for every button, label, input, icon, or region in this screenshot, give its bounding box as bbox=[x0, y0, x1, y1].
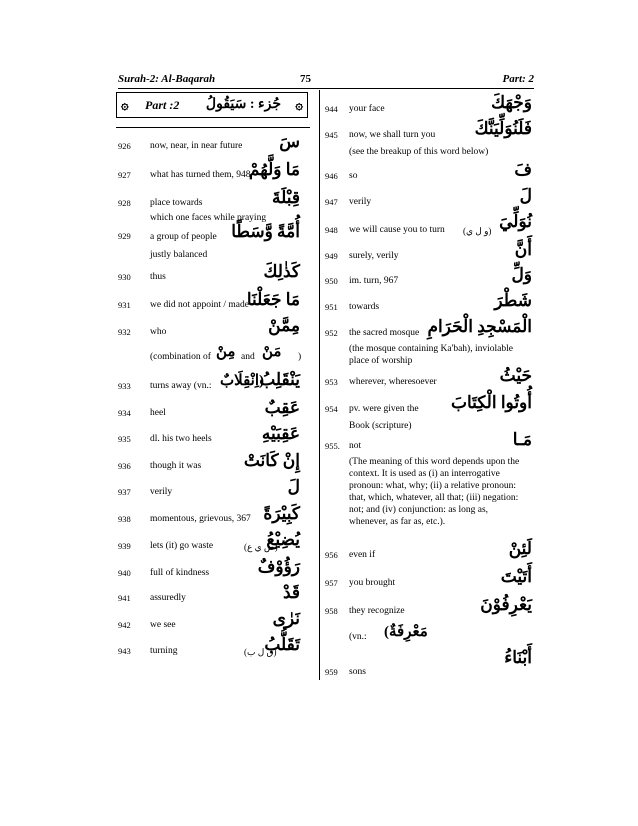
entry-number: 945 bbox=[325, 130, 338, 140]
entry-number: 927 bbox=[118, 170, 131, 180]
entry-arabic: شَطْرَ bbox=[494, 291, 532, 310]
column-divider bbox=[319, 90, 320, 680]
part-label: Part: 2 bbox=[502, 73, 534, 85]
entry-number: 952 bbox=[325, 328, 338, 338]
entry-arabic: حَيْثُ bbox=[499, 366, 532, 385]
entry-number: 947 bbox=[325, 197, 338, 207]
entry-meaning: surely, verily bbox=[349, 251, 399, 261]
entry-number: 950 bbox=[325, 276, 338, 286]
entry-arabic: يُضِيْعُ bbox=[266, 530, 300, 549]
entry-meaning-continued: justly balanced bbox=[150, 250, 208, 260]
entry-number: 941 bbox=[118, 593, 131, 603]
verbal-noun-note: (vn.: bbox=[349, 632, 367, 642]
entry-arabic: يَنْقَلِبُ bbox=[259, 370, 300, 389]
entry-meaning: im. turn, 967 bbox=[349, 276, 399, 286]
entry-number: 949 bbox=[325, 251, 338, 261]
entry-number: 957 bbox=[325, 578, 338, 588]
entry-number: 954 bbox=[325, 404, 338, 414]
entry-arabic: أُمَّةً وَّسَطًا bbox=[231, 222, 300, 241]
entry-meaning: towards bbox=[349, 302, 380, 312]
entry-arabic: مَـا bbox=[512, 430, 532, 449]
entry-arabic: قِبْلَةَ bbox=[272, 188, 300, 207]
entry-meaning: the sacred mosque bbox=[349, 328, 420, 338]
entry-meaning: full of kindness bbox=[150, 568, 210, 578]
entry-meaning: they recognize bbox=[349, 606, 405, 616]
entry-meaning: heel bbox=[150, 408, 166, 418]
entry-meaning: thus bbox=[150, 272, 166, 282]
entry-number: 933 bbox=[118, 381, 131, 391]
entry-number: 931 bbox=[118, 300, 131, 310]
entry-meaning: a group of people bbox=[150, 232, 217, 242]
part-arabic: جُزء : سَيَقُولُ bbox=[205, 97, 281, 112]
verbal-noun-arabic: (اِنْقِلَابٌ bbox=[220, 373, 264, 389]
entry-meaning: place towards bbox=[150, 198, 203, 208]
entry-number: 946 bbox=[325, 171, 338, 181]
entry-meaning-continued: which one faces while praying bbox=[150, 213, 267, 223]
entry-meaning-continued: (see the breakup of this word below) bbox=[349, 147, 489, 157]
entry-meaning: now, we shall turn you bbox=[349, 130, 436, 140]
entry-meaning: wherever, wheresoever bbox=[349, 377, 437, 387]
entry-meaning: assuredly bbox=[150, 593, 186, 603]
entry-meaning: now, near, in near future bbox=[150, 141, 243, 151]
part-box bbox=[116, 92, 308, 118]
entry-arabic: سَ bbox=[279, 132, 300, 151]
entry-meaning: what has turned them, 948 bbox=[150, 170, 251, 180]
entry-meaning: verily bbox=[349, 197, 372, 207]
entry-meaning: who bbox=[150, 327, 167, 337]
verbal-noun-arabic: مَعْرِفَةٌ) bbox=[384, 624, 428, 640]
entry-arabic: وَجْهَكَ bbox=[491, 93, 532, 112]
entry-number: 930 bbox=[118, 272, 131, 282]
row-divider bbox=[116, 127, 310, 128]
root-letters: (و ل ي) bbox=[463, 226, 492, 236]
entry-arabic: الْمَسْجِدِ الْحَرَامِ bbox=[427, 317, 532, 336]
entry-number: 943 bbox=[118, 646, 131, 656]
entry-number: 953 bbox=[325, 377, 338, 387]
entry-meaning: turns away (vn.: bbox=[150, 381, 212, 391]
entry-number: 928 bbox=[118, 198, 131, 208]
combination-arabic-2: مَنْ bbox=[262, 344, 282, 360]
entry-arabic: أَنَّ bbox=[514, 240, 532, 259]
entry-number: 942 bbox=[118, 620, 131, 630]
entry-arabic: مِمَّنْ bbox=[268, 316, 300, 335]
entry-meaning-continued: Book (scripture) bbox=[349, 421, 412, 431]
entry-arabic: كَبِيْرَةً bbox=[263, 504, 300, 523]
entry-meaning: we will cause you to turn bbox=[349, 225, 445, 235]
entry-meaning: your face bbox=[349, 104, 385, 114]
entry-number: 929 bbox=[118, 231, 131, 241]
entry-arabic: فَلَنُوَلِّيَنَّكَ bbox=[474, 119, 532, 138]
entry-number: 934 bbox=[118, 408, 131, 418]
entry-number: 937 bbox=[118, 487, 131, 497]
entry-number: 951 bbox=[325, 302, 338, 312]
entry-number: 932 bbox=[118, 327, 131, 337]
entry-number: 959 bbox=[325, 667, 338, 677]
entry-number: 938 bbox=[118, 514, 131, 524]
entry-arabic: كَذٰلِكَ bbox=[263, 262, 300, 281]
entry-meaning: verily bbox=[150, 487, 173, 497]
entry-arabic: إِنْ كَانَتْ bbox=[243, 451, 300, 470]
page-number: 75 bbox=[300, 73, 311, 85]
entry-meaning: we did not appoint / made bbox=[150, 300, 249, 310]
entry-arabic: رَؤُوْفٌ bbox=[257, 557, 300, 576]
entry-meaning: though it was bbox=[150, 461, 202, 471]
entry-arabic: لَئِنْ bbox=[508, 539, 532, 558]
entry-meaning: sons bbox=[349, 667, 366, 677]
entry-meaning: not bbox=[349, 441, 362, 451]
part-english: Part :2 bbox=[145, 98, 180, 112]
entry-arabic: لَ bbox=[287, 477, 300, 496]
root-letters: (ض ي ع) bbox=[244, 542, 278, 552]
entry-number: 926 bbox=[118, 141, 131, 151]
entry-meaning: so bbox=[349, 171, 358, 181]
entry-number: 936 bbox=[118, 461, 131, 471]
combination-and: and bbox=[241, 352, 255, 362]
entry-arabic: وَلِّ bbox=[511, 265, 532, 284]
combination-note: (combination of bbox=[150, 352, 211, 362]
entry-arabic: يَعْرِفُوْنَ bbox=[480, 595, 532, 614]
entry-number: 939 bbox=[118, 541, 131, 551]
entry-meaning-continued: (the mosque containing Ka'bah), inviolable place of worship bbox=[349, 344, 513, 366]
entry-number: 935 bbox=[118, 434, 131, 444]
entry-meaning: you brought bbox=[349, 578, 396, 588]
entry-number: 944 bbox=[325, 104, 338, 114]
entry-number: 955. bbox=[325, 441, 340, 451]
entry-arabic: نُوَلِّيَ bbox=[499, 212, 532, 231]
entry-arabic: فَ bbox=[514, 160, 532, 179]
entry-meaning-continued: (The meaning of this word depends upon the context. It is used as (i) an interrogative pronoun: what, why; (ii) a relative pronoun: that, which, whatever, all that; (iii) negation: not; and (iv) conjunction: as long as, whenever, as far as, etc.). bbox=[349, 457, 520, 527]
entry-number: 948 bbox=[325, 225, 338, 235]
entry-arabic: تَقَلُّبُ bbox=[264, 635, 300, 654]
entry-arabic: مَا وَلَّهُمْ bbox=[248, 160, 300, 179]
entry-meaning: dl. his two heels bbox=[150, 434, 212, 444]
entry-number: 940 bbox=[118, 568, 131, 578]
header-rule bbox=[118, 88, 534, 89]
entry-arabic: أَتَيْتَ bbox=[500, 567, 532, 586]
entry-meaning: momentous, grievous, 367 bbox=[150, 514, 251, 524]
entry-arabic: نَرٰى bbox=[272, 609, 300, 628]
entry-arabic: مَا جَعَلْنَا bbox=[246, 290, 300, 309]
root-letters: (ق ل ب) bbox=[244, 647, 277, 657]
entry-number: 958 bbox=[325, 606, 338, 616]
entry-arabic: لَ bbox=[519, 186, 532, 205]
entry-arabic: عَقِبٌ bbox=[264, 398, 300, 417]
surah-title: Surah-2: Al-Baqarah bbox=[118, 73, 216, 85]
entry-meaning: turning bbox=[150, 646, 178, 656]
entry-meaning: lets (it) go waste bbox=[150, 541, 214, 551]
entry-arabic: أُوتُوا الْكِتَابَ bbox=[450, 393, 532, 412]
entry-meaning: even if bbox=[349, 550, 376, 560]
entry-meaning: pv. were given the bbox=[349, 404, 419, 414]
ornament-left-icon: ۞ bbox=[121, 97, 129, 112]
entry-arabic: قَدْ bbox=[282, 583, 300, 602]
entry-arabic: عَقِبَيْهِ bbox=[261, 424, 300, 443]
entry-number: 956 bbox=[325, 550, 338, 560]
entry-meaning: we see bbox=[150, 620, 176, 630]
ornament-right-icon: ۞ bbox=[295, 97, 303, 112]
entry-arabic: أَبْنَاءُ bbox=[504, 648, 532, 667]
combination-arabic-1: مِنْ bbox=[216, 344, 236, 360]
combination-close: ) bbox=[298, 352, 302, 362]
